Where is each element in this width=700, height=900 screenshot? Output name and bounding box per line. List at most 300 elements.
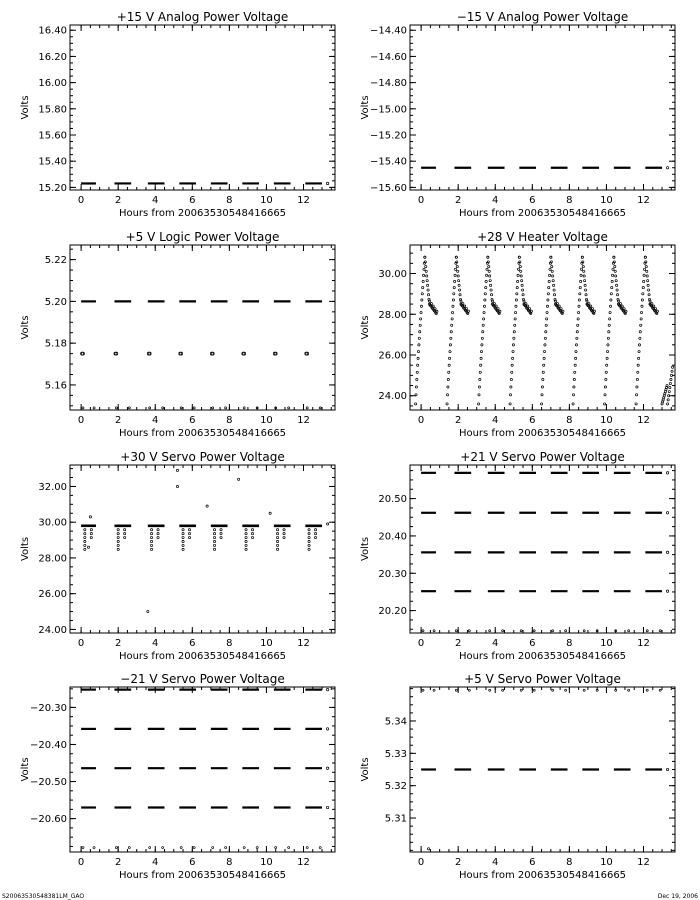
data-point	[425, 270, 427, 272]
data-point	[671, 370, 673, 372]
y-tick-label: 16.20	[38, 51, 67, 63]
chart-p5l	[20, 230, 335, 439]
data-point	[82, 847, 84, 849]
data-point	[522, 294, 524, 296]
data-point	[149, 847, 151, 849]
data-point	[308, 533, 310, 535]
data-point	[454, 280, 456, 282]
data-point	[553, 284, 555, 286]
data-point	[182, 544, 184, 546]
data-point	[560, 308, 562, 310]
chart-p5s	[360, 672, 675, 881]
data-point	[515, 305, 517, 307]
data-point	[552, 280, 554, 282]
chart-p30s	[20, 450, 335, 662]
data-point	[245, 540, 247, 542]
data-point	[490, 294, 492, 296]
y-tick-label: 30.00	[378, 269, 407, 281]
data-point	[117, 540, 119, 542]
chart-title: +21 V Servo Power Voltage	[460, 450, 625, 464]
data-point	[420, 305, 422, 307]
x-tick-label: 8	[226, 195, 233, 206]
data-point	[497, 308, 499, 310]
data-point	[495, 305, 497, 307]
data-point	[586, 300, 588, 302]
data-point	[484, 293, 486, 295]
data-point	[666, 551, 668, 553]
data-point	[436, 310, 438, 312]
y-tick-label: −14.60	[369, 51, 407, 63]
y-tick-label: 15.20	[38, 182, 67, 194]
data-point	[583, 275, 585, 277]
x-tick-label: 4	[492, 415, 499, 426]
data-point	[645, 265, 647, 267]
data-point	[455, 630, 457, 632]
data-point	[451, 311, 453, 313]
data-point	[572, 394, 574, 396]
x-tick-label: 8	[566, 415, 573, 426]
data-point	[510, 386, 512, 388]
data-point	[551, 265, 553, 267]
data-point	[593, 310, 595, 312]
data-point	[84, 548, 86, 550]
data-point	[326, 523, 328, 525]
data-point	[616, 289, 618, 291]
data-point	[484, 299, 486, 301]
data-point	[572, 403, 574, 405]
x-tick-label: 12	[297, 195, 310, 206]
data-point	[117, 533, 119, 535]
data-point	[666, 768, 668, 770]
data-point	[533, 689, 535, 691]
chart-m15a	[360, 10, 675, 219]
data-point	[415, 394, 417, 396]
data-point	[552, 689, 554, 691]
x-tick-label: 12	[297, 857, 310, 868]
x-tick-label: 4	[152, 638, 159, 649]
data-point	[648, 294, 650, 296]
data-point	[415, 386, 417, 388]
y-axis-label: Volts	[360, 757, 371, 782]
series-marks	[81, 469, 329, 612]
data-point	[591, 308, 593, 310]
data-point	[575, 350, 577, 352]
data-point	[147, 610, 149, 612]
data-point	[416, 371, 418, 373]
chart-title: +5 V Servo Power Voltage	[464, 672, 621, 686]
data-point	[641, 299, 643, 301]
data-point	[542, 371, 544, 373]
data-point	[422, 274, 424, 276]
x-tick-label: 0	[77, 415, 85, 426]
data-point	[640, 324, 642, 326]
data-point	[550, 261, 552, 263]
y-tick-label: −15.20	[369, 130, 407, 142]
data-point	[576, 331, 578, 333]
data-point	[460, 300, 462, 302]
data-point	[115, 407, 117, 409]
y-tick-label: 26.00	[378, 350, 407, 362]
data-point	[576, 337, 578, 339]
data-point	[544, 337, 546, 339]
data-point	[423, 268, 425, 270]
chart-m21s	[20, 672, 335, 881]
x-axis-label: Hours from 20063530548416665	[458, 870, 627, 881]
series-marks	[421, 689, 669, 850]
x-tick-label: 0	[417, 638, 425, 649]
data-point	[638, 357, 640, 359]
data-point	[479, 371, 481, 373]
data-point	[667, 399, 669, 401]
data-point	[157, 529, 159, 531]
data-point	[220, 536, 222, 538]
x-tick-label: 0	[77, 638, 85, 649]
data-point	[646, 275, 648, 277]
data-point	[491, 300, 493, 302]
data-point	[481, 344, 483, 346]
data-point	[245, 529, 247, 531]
x-tick-label: 4	[492, 857, 499, 868]
data-point	[486, 268, 488, 270]
data-point	[188, 536, 190, 538]
data-point	[635, 403, 637, 405]
data-point	[90, 529, 92, 531]
data-point	[610, 299, 612, 301]
data-point	[288, 847, 290, 849]
data-point	[542, 378, 544, 380]
data-point	[117, 548, 119, 550]
data-point	[546, 318, 548, 320]
data-point	[480, 357, 482, 359]
data-point	[545, 324, 547, 326]
data-point	[449, 344, 451, 346]
data-point	[541, 386, 543, 388]
data-point	[551, 270, 553, 272]
data-point	[608, 324, 610, 326]
data-point	[521, 284, 523, 286]
y-axis-label: Volts	[20, 95, 31, 120]
x-tick-label: 6	[529, 857, 536, 868]
data-point	[556, 302, 558, 304]
data-point	[447, 386, 449, 388]
x-tick-label: 6	[529, 195, 536, 206]
y-tick-label: 5.16	[44, 380, 67, 392]
data-point	[468, 689, 470, 691]
x-tick-label: 12	[637, 195, 650, 206]
data-point	[668, 395, 670, 397]
y-tick-label: 5.20	[44, 296, 67, 308]
data-point	[641, 305, 643, 307]
data-point	[646, 270, 648, 272]
data-point	[541, 394, 543, 396]
data-point	[514, 311, 516, 313]
data-point	[182, 540, 184, 542]
chart-p28h	[360, 230, 675, 439]
data-point	[659, 630, 661, 632]
data-point	[577, 311, 579, 313]
x-tick-label: 8	[226, 415, 233, 426]
data-point	[314, 536, 316, 538]
data-point	[188, 533, 190, 535]
y-tick-label: −15.00	[369, 104, 407, 116]
data-point	[582, 261, 584, 263]
data-point	[465, 308, 467, 310]
data-point	[609, 311, 611, 313]
data-point	[516, 286, 518, 288]
data-point	[193, 407, 195, 409]
data-point	[427, 848, 429, 850]
data-point	[611, 280, 613, 282]
data-point	[610, 293, 612, 295]
data-point	[611, 274, 613, 276]
data-point	[488, 265, 490, 267]
data-point	[276, 544, 278, 546]
series-marks	[81, 182, 329, 184]
data-point	[424, 256, 426, 258]
data-point	[319, 407, 321, 409]
plot-frame	[410, 687, 675, 852]
data-point	[543, 357, 545, 359]
data-point	[574, 371, 576, 373]
data-point	[573, 386, 575, 388]
data-point	[458, 284, 460, 286]
data-point	[306, 407, 308, 409]
data-point	[512, 350, 514, 352]
data-point	[670, 374, 672, 376]
data-point	[456, 261, 458, 263]
data-point	[647, 289, 649, 291]
data-point	[115, 847, 117, 849]
x-axis-label: Hours from 20063530548416665	[458, 208, 627, 219]
data-point	[582, 265, 584, 267]
y-tick-label: 30.00	[38, 517, 67, 529]
x-tick-label: 12	[297, 415, 310, 426]
y-axis-label: Volts	[20, 757, 31, 782]
y-tick-label: −15.60	[369, 182, 407, 194]
x-tick-label: 2	[114, 415, 122, 426]
data-point	[428, 300, 430, 302]
data-point	[468, 630, 470, 632]
data-point	[448, 357, 450, 359]
data-point	[245, 536, 247, 538]
data-point	[580, 280, 582, 282]
data-point	[584, 289, 586, 291]
data-point	[573, 378, 575, 380]
data-point	[251, 536, 253, 538]
data-point	[308, 544, 310, 546]
x-tick-label: 10	[600, 638, 613, 649]
data-point	[552, 630, 554, 632]
data-point	[448, 371, 450, 373]
data-point	[669, 386, 671, 388]
data-point	[502, 689, 504, 691]
chart-title: +15 V Analog Power Voltage	[116, 10, 289, 24]
data-point	[430, 302, 432, 304]
data-point	[517, 280, 519, 282]
data-point	[548, 286, 550, 288]
data-point	[565, 689, 567, 691]
data-point	[577, 318, 579, 320]
data-point	[418, 344, 420, 346]
data-point	[283, 529, 285, 531]
data-point	[422, 689, 424, 691]
data-point	[124, 533, 126, 535]
data-point	[640, 311, 642, 313]
data-point	[489, 630, 491, 632]
data-point	[647, 284, 649, 286]
x-tick-label: 0	[417, 857, 425, 868]
data-point	[422, 286, 424, 288]
data-point	[452, 305, 454, 307]
x-tick-label: 2	[454, 857, 462, 868]
data-point	[558, 305, 560, 307]
x-tick-label: 10	[260, 195, 273, 206]
data-point	[483, 311, 485, 313]
data-point	[519, 265, 521, 267]
data-point	[84, 540, 86, 542]
plot-frame	[410, 465, 675, 633]
data-point	[616, 284, 618, 286]
chart-title: −21 V Servo Power Voltage	[120, 672, 285, 686]
data-point	[615, 689, 617, 691]
y-tick-label: 32.00	[38, 481, 67, 493]
data-point	[614, 265, 616, 267]
x-tick-label: 8	[566, 857, 573, 868]
data-point	[213, 544, 215, 546]
data-point	[645, 261, 647, 263]
series-marks	[81, 688, 329, 848]
data-point	[422, 630, 424, 632]
data-point	[628, 689, 630, 691]
data-point	[605, 371, 607, 373]
data-point	[319, 847, 321, 849]
data-point	[427, 294, 429, 296]
y-tick-label: 24.00	[378, 391, 407, 403]
data-point	[533, 630, 535, 632]
data-point	[417, 357, 419, 359]
data-point	[643, 268, 645, 270]
data-point	[162, 847, 164, 849]
y-tick-label: 24.00	[38, 624, 67, 636]
data-point	[422, 280, 424, 282]
data-point	[455, 689, 457, 691]
data-point	[513, 331, 515, 333]
y-tick-label: −14.80	[369, 78, 407, 90]
x-tick-label: 6	[189, 857, 196, 868]
data-point	[417, 350, 419, 352]
data-point	[604, 394, 606, 396]
data-point	[117, 544, 119, 546]
data-point	[212, 847, 214, 849]
data-point	[613, 256, 615, 258]
data-point	[643, 280, 645, 282]
y-tick-label: 5.33	[384, 748, 407, 760]
x-tick-label: 6	[529, 415, 536, 426]
data-point	[614, 270, 616, 272]
data-point	[502, 630, 504, 632]
data-point	[647, 280, 649, 282]
data-point	[546, 311, 548, 313]
data-point	[276, 529, 278, 531]
data-point	[416, 378, 418, 380]
chart-title: −15 V Analog Power Voltage	[456, 10, 629, 24]
x-tick-label: 8	[566, 638, 573, 649]
data-point	[550, 256, 552, 258]
data-point	[432, 305, 434, 307]
data-point	[434, 308, 436, 310]
plot-frame	[70, 687, 335, 852]
y-axis-label: Volts	[360, 315, 371, 340]
data-point	[520, 275, 522, 277]
data-point	[308, 540, 310, 542]
data-point	[213, 529, 215, 531]
data-point	[499, 310, 501, 312]
data-point	[479, 378, 481, 380]
x-tick-label: 4	[152, 415, 159, 426]
data-point	[243, 847, 245, 849]
data-point	[458, 289, 460, 291]
data-point	[251, 533, 253, 535]
data-point	[308, 536, 310, 538]
footer-date: Dec 19, 2006	[657, 893, 698, 900]
data-point	[520, 689, 522, 691]
data-point	[546, 305, 548, 307]
data-point	[425, 265, 427, 267]
footer-filename: S20063530548381LM_GAO	[2, 893, 85, 900]
data-point	[124, 536, 126, 538]
x-tick-label: 10	[600, 415, 613, 426]
data-point	[523, 300, 525, 302]
data-point	[426, 280, 428, 282]
data-point	[457, 275, 459, 277]
data-point	[590, 305, 592, 307]
x-axis-label: Hours from 20063530548416665	[458, 428, 627, 439]
data-point	[578, 299, 580, 301]
data-point	[451, 324, 453, 326]
x-tick-label: 10	[260, 857, 273, 868]
plot-frame	[70, 25, 335, 190]
data-point	[637, 371, 639, 373]
data-point	[308, 529, 310, 531]
data-point	[93, 847, 95, 849]
x-tick-label: 10	[260, 415, 273, 426]
data-point	[213, 548, 215, 550]
data-point	[606, 364, 608, 366]
data-point	[306, 847, 308, 849]
data-point	[238, 478, 240, 480]
data-point	[512, 344, 514, 346]
data-point	[276, 533, 278, 535]
x-tick-label: 2	[114, 857, 122, 868]
data-point	[520, 270, 522, 272]
x-tick-label: 0	[417, 415, 425, 426]
data-point	[453, 286, 455, 288]
data-point	[493, 302, 495, 304]
x-axis-label: Hours from 20063530548416665	[118, 208, 287, 219]
data-point	[510, 378, 512, 380]
x-axis-label: Hours from 20063530548416665	[118, 870, 287, 881]
data-point	[117, 536, 119, 538]
data-point	[421, 299, 423, 301]
data-point	[128, 407, 130, 409]
data-point	[646, 689, 648, 691]
data-point	[584, 284, 586, 286]
data-point	[670, 378, 672, 380]
data-point	[450, 337, 452, 339]
data-point	[414, 403, 416, 405]
x-tick-label: 10	[600, 857, 613, 868]
y-tick-label: 26.00	[38, 589, 67, 601]
